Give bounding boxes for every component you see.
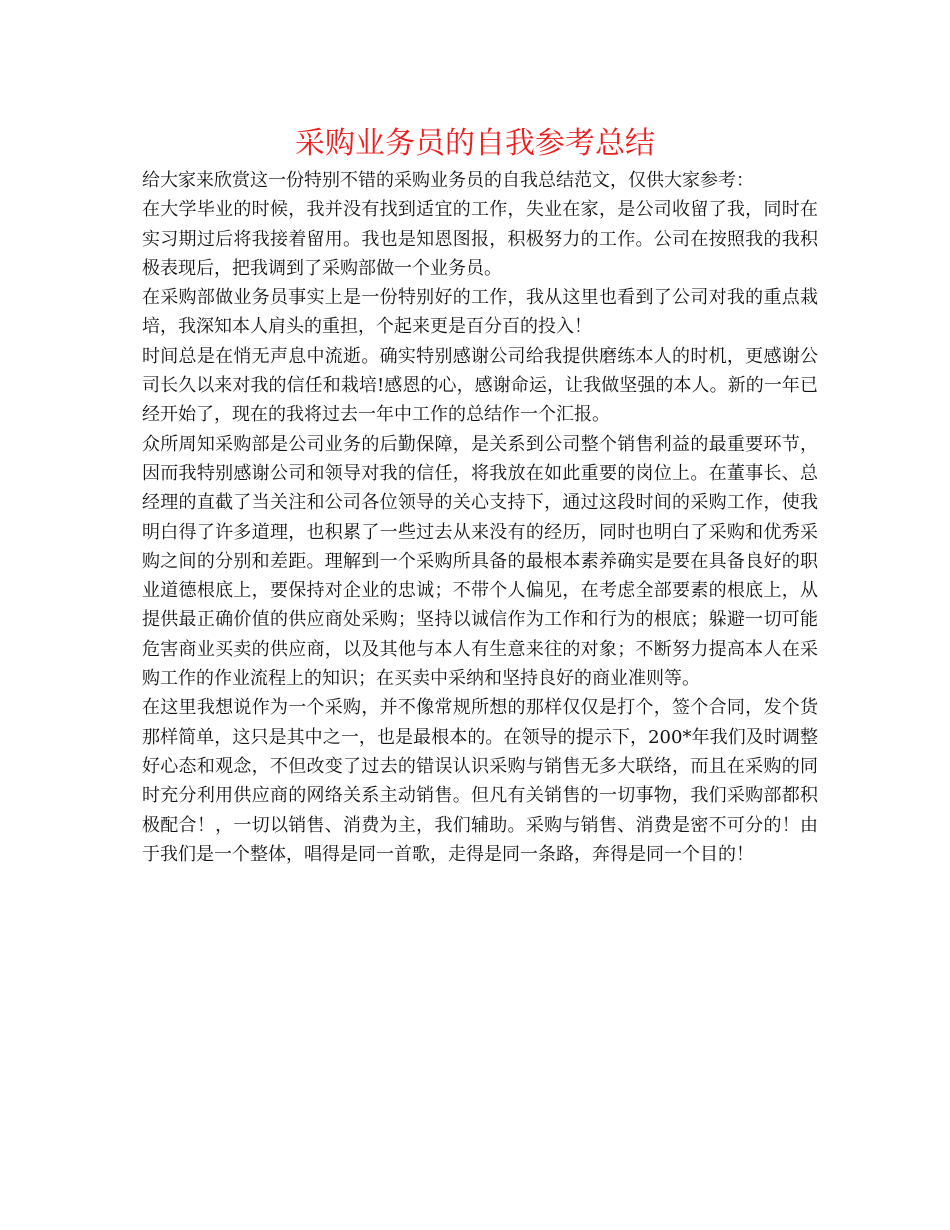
paragraph-reflection: 在这里我想说作为一个采购，并不像常规所想的那样仅仅是打个，签个合同，发个货那样简单，这只是其中之一，也是最根本的。在领导的提示下，200*年我们及时调整好心态和观念，不但改变了过去的错误认识采购与销售无多大联络，而且在采购的同时充分利用供应商的网络关系主动销售。但凡有关销售的一切事物，我们采购部都积极配合！，一切以销售、消费为主，我们辅助。采购与销售、消费是密不可分的！由于我们是一个整体，唱得是同一首歌，走得是同一条路，奔得是同一个目的！ <box>142 697 818 865</box>
paragraph-responsibilities: 众所周知采购部是公司业务的后勤保障，是关系到公司整个销售利益的最重要环节，因而我特别感谢公司和领导对我的信任，将我放在如此重要的岗位上。在董事长、总经理的直截了当关注和公司各位领导的关心支持下，通过这段时间的采购工作，使我明白得了许多道理，也积累了一些过去从来没有的经历，同时也明白了采购和优秀采购之间的分别和差距。理解到一个采购所具备的最根本素养确实是要在具备良好的职业道德根底上，要保持对企业的忠诚；不带个人偏见，在考虑全部要素的根底上，从提供最正确价值的供应商处采购；坚持以诚信作为工作和行为的根底；躲避一切可能危害商业买卖的供应商，以及其他与本人有生意来往的对象；不断努力提高本人在采购工作的作业流程上的知识；在买卖中采纳和坚持良好的商业准则等。 <box>142 433 818 690</box>
paragraph-graduation: 在大学毕业的时候，我并没有找到适宜的工作，失业在家，是公司收留了我，同时在实习期过后将我接着留用。我也是知恩图报，积极努力的工作。公司在按照我的我积极表现后，把我调到了采购部做一个业务员。 <box>142 199 818 279</box>
document-title: 采购业务员的自我参考总结 <box>295 126 655 161</box>
paragraph-intro: 给大家来欣赏这一份特别不错的采购业务员的自我总结范文，仅供大家参考： <box>142 170 754 191</box>
paragraph-procurement-role: 在采购部做业务员事实上是一份特别好的工作，我从这里也看到了公司对我的重点栽培，我深知本人肩头的重担，个起来更是百分百的投入！ <box>142 287 818 338</box>
paragraph-gratitude: 时间总是在悄无声息中流逝。确实特别感谢公司给我提供磨练本人的时机，更感谢公司长久以来对我的信任和栽培!感恩的心，感谢命运，让我做坚强的本人。新的一年已经开始了，现在的我将过去一年中工作的总结作一个汇报。 <box>142 345 818 426</box>
document-body <box>142 166 818 869</box>
